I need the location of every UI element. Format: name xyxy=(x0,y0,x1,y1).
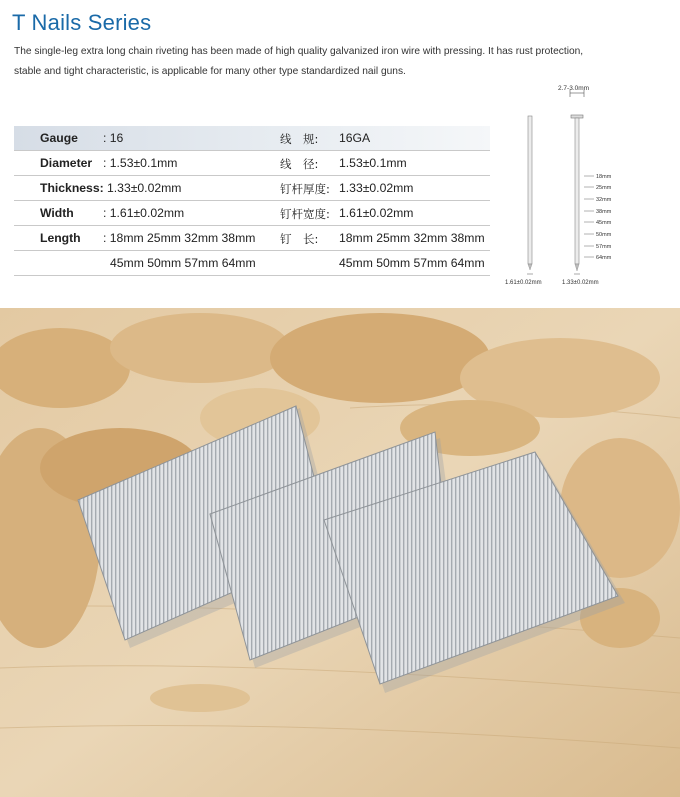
spec-row-length-continued xyxy=(14,251,490,276)
length-label: 18mm xyxy=(596,174,612,180)
spec-en-label: Gauge xyxy=(40,131,78,145)
nail-dimension-diagram xyxy=(502,82,622,292)
spec-en-value: : 18mm 25mm 32mm 38mm xyxy=(103,231,256,245)
nail-front-tip xyxy=(575,264,579,271)
spec-en-label: Thickness: xyxy=(40,181,104,195)
length-label: 38mm xyxy=(596,209,612,215)
product-description xyxy=(14,42,604,82)
spec-cn-value: 1.33±0.02mm xyxy=(339,181,414,195)
length-label: 32mm xyxy=(596,197,612,203)
nail-head-icon xyxy=(571,115,583,118)
spec-row-width xyxy=(14,201,490,226)
spec-table xyxy=(14,126,490,276)
spec-en-value: : 1.53±0.1mm xyxy=(103,156,178,170)
spec-cn-value: 1.53±0.1mm xyxy=(339,156,407,170)
spec-row-thickness xyxy=(14,176,490,201)
spec-en-label: Diameter xyxy=(40,156,93,170)
head-width-label: 2.7-3.0mm xyxy=(558,85,590,92)
length-label: 50mm xyxy=(596,232,612,238)
length-label: 25mm xyxy=(596,185,612,191)
length-label: 57mm xyxy=(596,244,612,250)
width-label: 1.61±0.02mm xyxy=(505,280,542,286)
spec-cn-value: 18mm 25mm 32mm 38mm xyxy=(339,231,485,245)
nail-front-view-icon xyxy=(575,118,579,264)
length-label: 64mm xyxy=(596,255,612,261)
spec-cn-value: 16GA xyxy=(339,131,371,145)
spec-cn-label: 线 规: xyxy=(280,132,319,146)
length-label: 45mm xyxy=(596,220,612,226)
spec-en-value: 1.33±0.02mm xyxy=(107,181,182,195)
description-line-1: The single-leg extra long chain riveting has been made of high quality galvanized iron wire with pressing. It has rust protection, xyxy=(14,46,584,57)
spec-row-diameter xyxy=(14,151,490,176)
spec-cn-value: 1.61±0.02mm xyxy=(339,206,414,220)
spec-cn-label: 钉杆厚度: xyxy=(280,182,330,196)
spec-row-gauge xyxy=(14,126,490,151)
spec-cn-label: 线 径: xyxy=(280,157,319,171)
spec-cn-label: 钉杆宽度: xyxy=(280,207,330,221)
spec-en-label: Width xyxy=(40,206,74,220)
spec-en-value: : 16 xyxy=(103,131,124,145)
spec-en-value: : 1.61±0.02mm xyxy=(103,206,185,220)
spec-cn-value: 45mm 50mm 57mm 64mm xyxy=(339,256,485,270)
product-photo xyxy=(0,308,680,797)
spec-en-label: Length xyxy=(40,231,81,245)
page-title: T Nails Series xyxy=(12,10,152,35)
spec-cn-label: 钉 长: xyxy=(280,232,319,246)
thickness-label: 1.33±0.02mm xyxy=(562,280,599,286)
spec-en-value: 45mm 50mm 57mm 64mm xyxy=(110,256,256,270)
description-line-2: stable and tight characteristic, is applicable for many other type standardized nail guns. xyxy=(14,66,406,77)
spec-row-length xyxy=(14,226,490,251)
nail-side-tip xyxy=(528,264,532,270)
nail-side-view-icon xyxy=(528,116,532,264)
